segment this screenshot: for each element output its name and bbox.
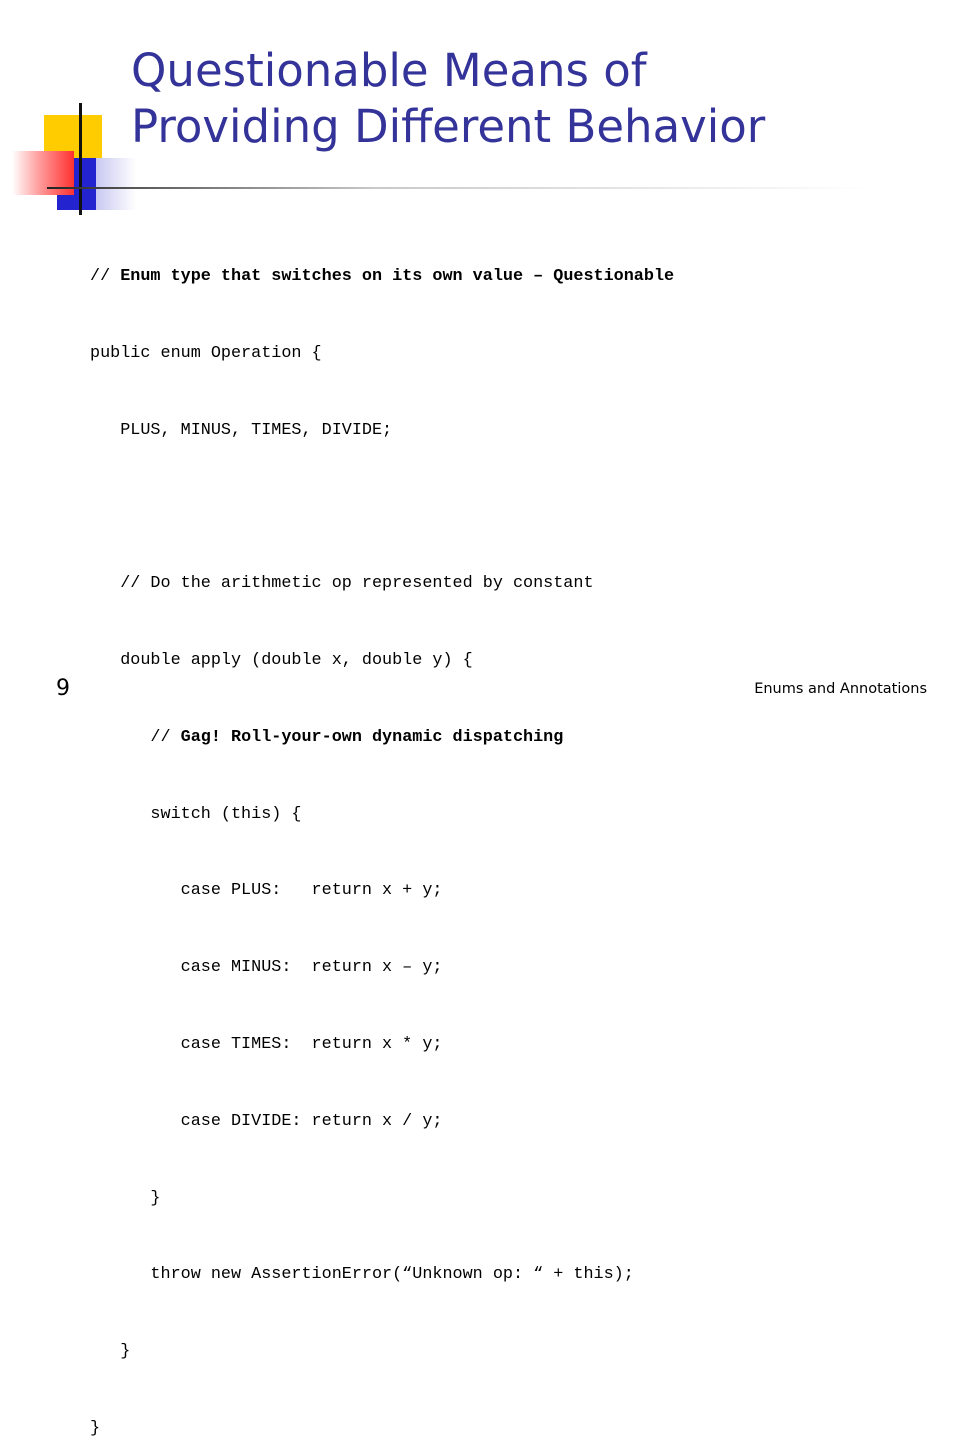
- code-line: }: [90, 1188, 161, 1208]
- code-line: case MINUS: return x – y;: [90, 958, 443, 978]
- code-comment-prefix: //: [90, 267, 121, 287]
- code-line: switch (this) {: [90, 804, 302, 824]
- code-line: double apply (double x, double y) {: [90, 651, 473, 671]
- code-line-blank: [90, 495, 674, 521]
- code-comment-prefix: //: [90, 727, 181, 747]
- decor-blue-glow: [96, 158, 136, 210]
- code-line: public enum Operation {: [90, 343, 322, 363]
- code-line: [90, 264, 674, 290]
- slide-title-line-2: Providing Different Behavior: [131, 100, 766, 153]
- slide-title-line-1: Questionable Means of: [131, 44, 647, 97]
- page-number: 9: [56, 676, 70, 701]
- code-block: [90, 213, 674, 1440]
- code-line: case DIVIDE: return x / y;: [90, 1111, 443, 1131]
- code-line: [90, 725, 674, 751]
- code-line: case TIMES: return x * y;: [90, 1035, 443, 1054]
- code-line: // Do the arithmetic op represented by constant: [90, 574, 594, 594]
- code-line: }: [90, 1418, 101, 1438]
- code-comment-bold: Enum type that switches on its own value – Questionable: [120, 267, 675, 287]
- slide-title: [131, 43, 765, 155]
- footer-deck-title: Enums and Annotations: [754, 681, 927, 697]
- title-underline: [47, 187, 867, 189]
- code-line: case PLUS: return x + y;: [90, 881, 443, 901]
- code-line: PLUS, MINUS, TIMES, DIVIDE;: [90, 420, 393, 440]
- code-line: }: [90, 1342, 131, 1362]
- code-line: throw new AssertionError(“Unknown op: “ + this);: [90, 1265, 634, 1285]
- decor-vertical-line: [79, 103, 82, 215]
- code-comment-bold: Gag! Roll-your-own dynamic dispatching: [180, 727, 564, 747]
